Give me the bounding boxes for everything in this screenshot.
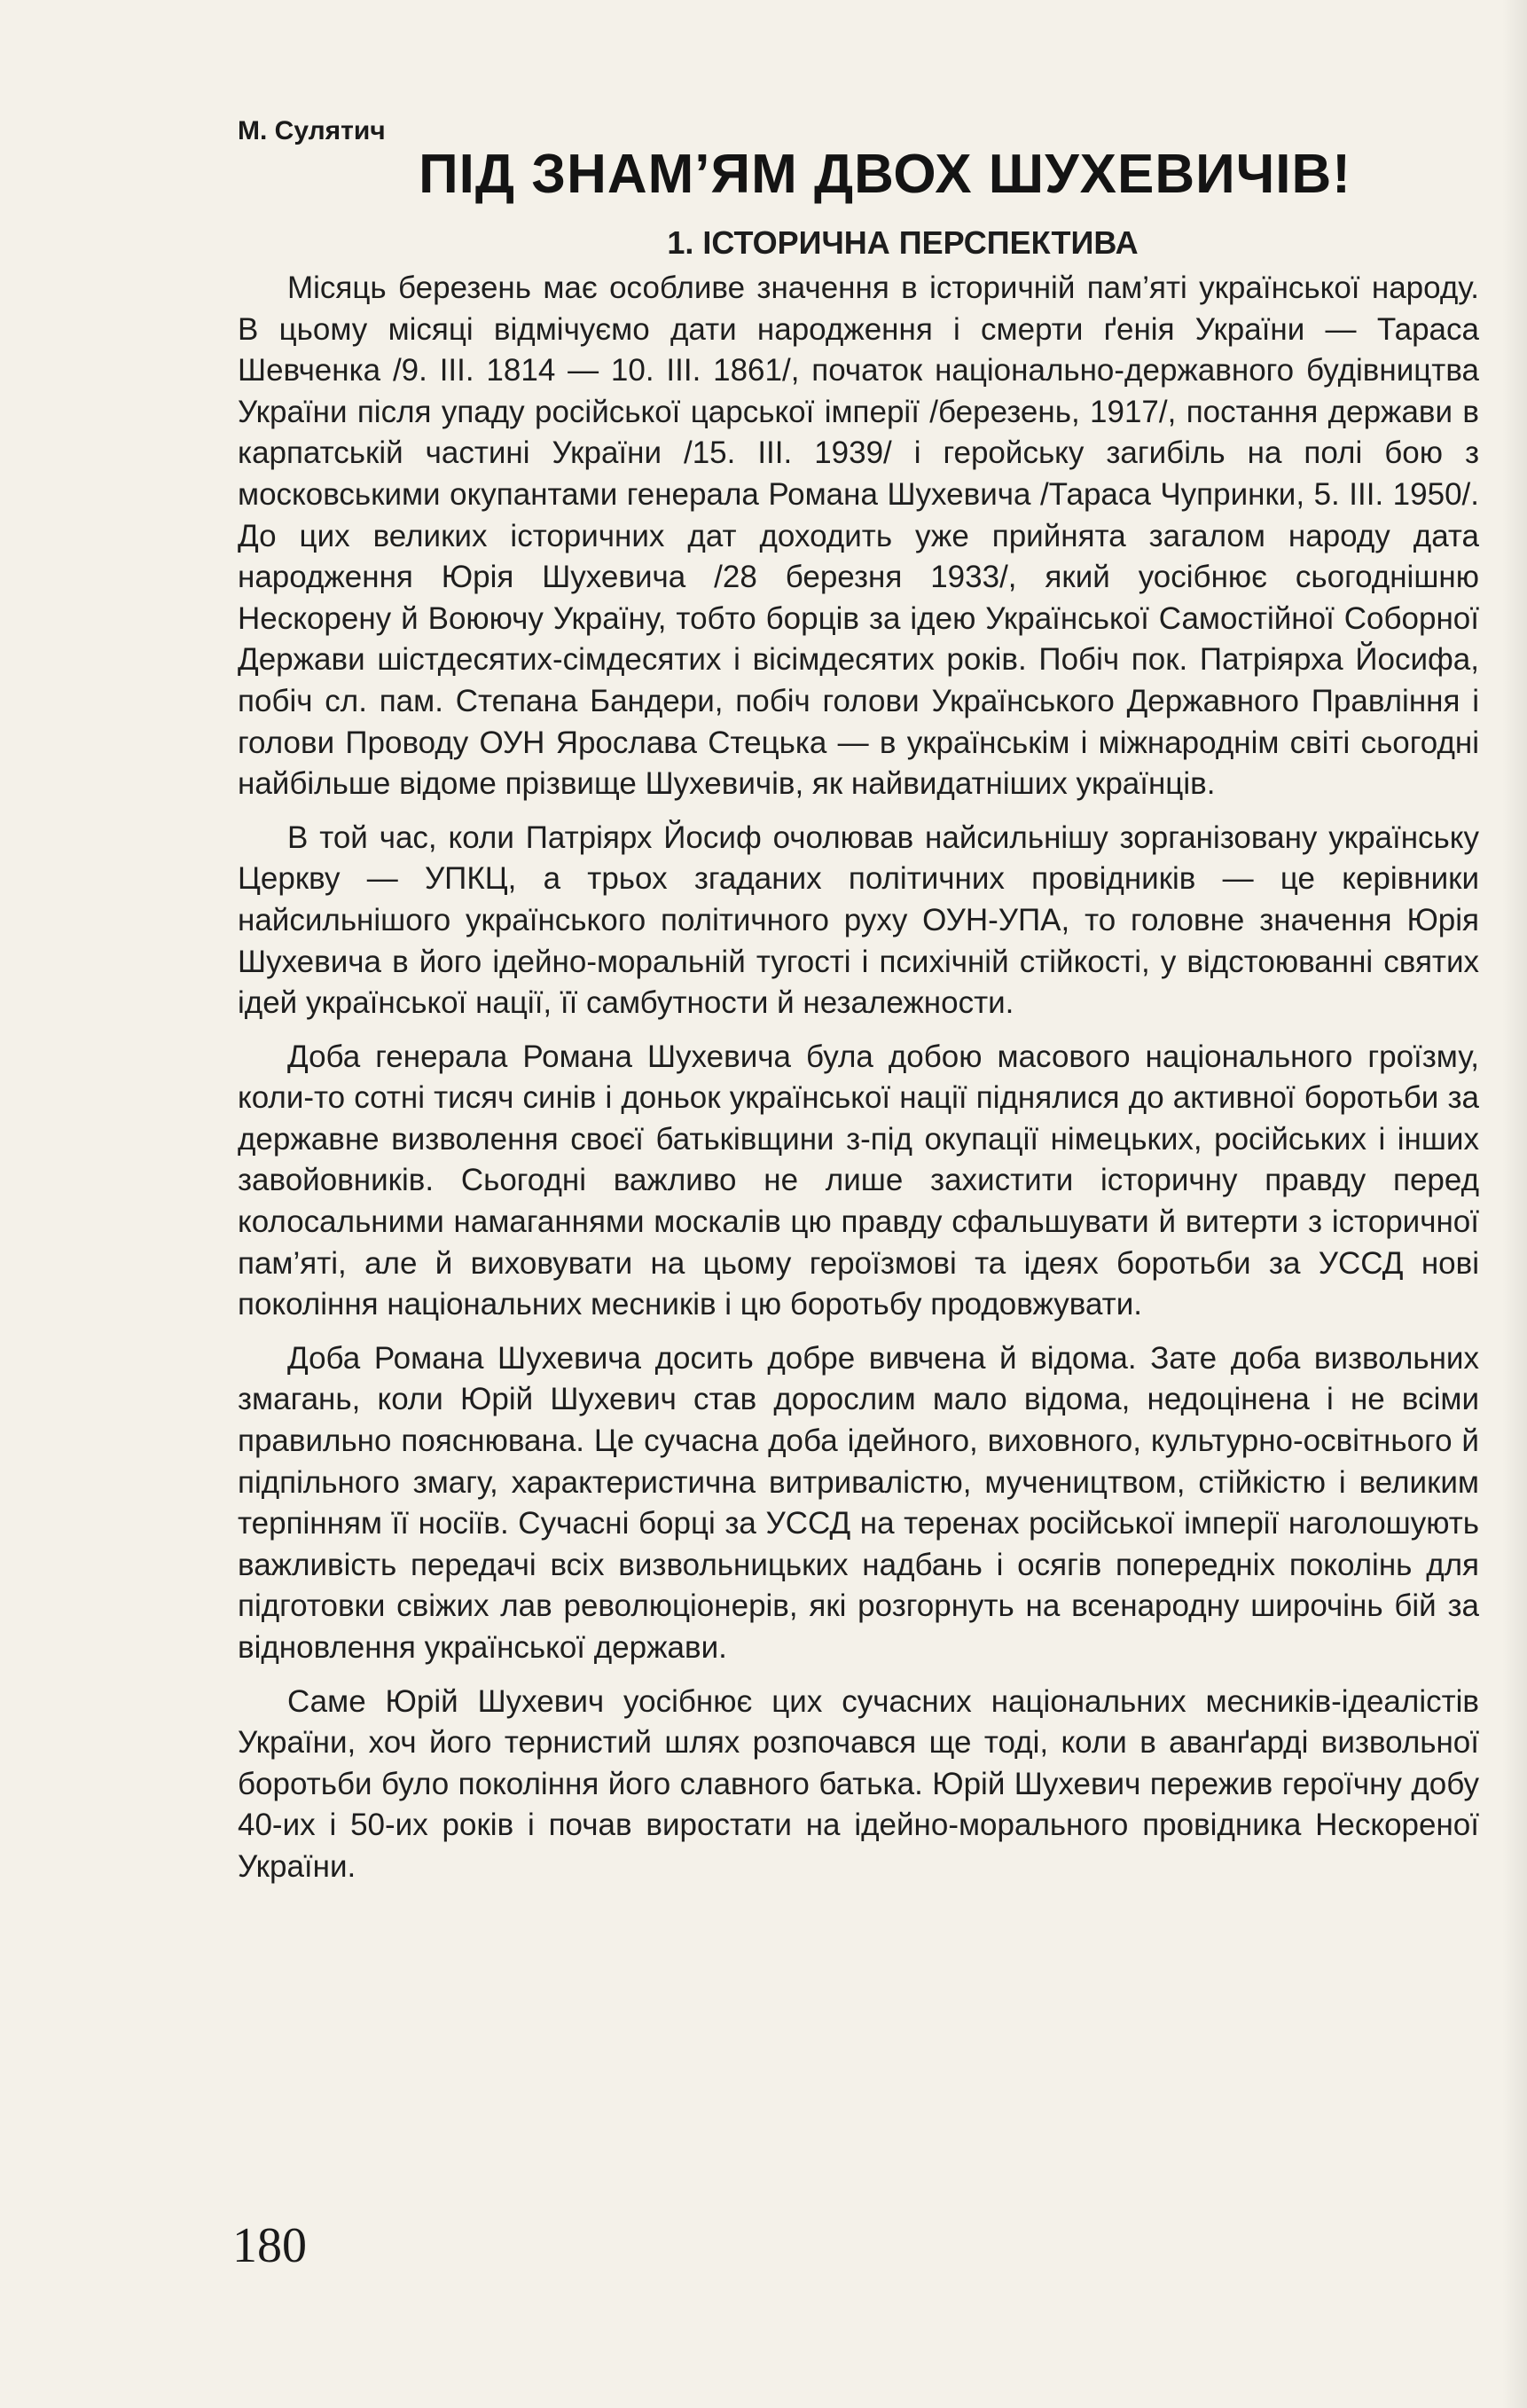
paragraph-3: Доба генерала Романа Шухевича була добою масового національного гроїзму, коли-то сотні тисяч синів і доньок української нації піднялися до активної боротьби за державне визволення своєї батьківщини з-під окупації німецьких, російських і інших завойовників. Сьогодні важливо не лише захистити історичну правду перед колосальними намаганнями москалів цю правду сфальшувати й витерти з історичної пам’яті, але й виховувати на цьому героїзмові та ідеях боротьби за УССД нові покоління національних месників і цю боротьбу продовжувати. bbox=[238, 1039, 1479, 1322]
paragraph-2: В той час, коли Патріярх Йосиф очолював найсильнішу зорганізовану українську Церкву — УПКЦ, а трьох згаданих політичних провідників — це керівники найсильнішого українського політичного руху ОУН-УПА, то головне значення Юрія Шухевича в його ідейно-моральній тугості і психічній стійкості, у відстоюванні святих ідей української нації, її самбутности й незалежности. bbox=[238, 820, 1479, 1021]
page-number: 180 bbox=[232, 2218, 307, 2273]
author-name: М. Сулятич bbox=[238, 116, 386, 145]
paragraph-4: Доба Романа Шухевича досить добре вивчена й відома. Зате доба визвольних змагань, коли Юрій Шухевич став дорослим мало відома, недоцінена і не всіми правильно пояснювана. Це сучасна доба ідейного, виховного, культурно-освітнього й підпільного змагу, характеристична витривалістю, мучеництвом, стійкістю і великим терпінням її носіїв. Сучасні борці за УССД на теренах російської імперії наголошують важливість передачі всіх визвольницьких надбань і осягів попередніх поколінь для підготовки свіжих лав революціонерів, які розгорнуть на всенародну широчінь бій за відновлення української держави. bbox=[238, 1340, 1479, 1665]
paragraph-5: Саме Юрій Шухевич уосібнює цих сучасних національних месників-ідеалістів України, хоч його тернистий шлях розпочався ще тоді, коли в аванґарді визвольної боротьби було покоління його славного батька. Юрій Шухевич пережив героїчну добу 40-их і 50-их років і почав виростати на ідейно-морального провідника Нескореної України. bbox=[238, 1683, 1479, 1884]
paragraph-1: Місяць березень має особливе значення в історичній пам’яті української народу. В цьому місяці відмічуємо дати народження і смерти ґенія України — Тараса Шевченка /9. III. 1814 — 10. III. 1861/, початок національно-державного будівництва України після упаду російської царської імперії /березень, 1917/, постання держави в карпатській частині України /15. III. 1939/ і геройську загибіль на полі бою з московськими окупантами генерала Романа Шухевича /Тараса Чупринки, 5. III. 1950/. До цих великих історичних дат доходить уже прийнята загалом народу дата народження Юрія Шухевича /28 березня 1933/, який уосібнює сьогоднішню Нескорену й Воюючу Україну, тобто борців за ідею Української Самостійної Соборної Держави шістдесятих-сімдесятих і вісімдесятих років. Побіч пок. Патріярха Йосифа, побіч сл. пам. Степана Бандери, побіч голови Українського Державного Правління і голови Проводу ОУН Ярослава Стецька — в українськім і міжнароднім світі сьогодні найбільше відоме прізвище Шухевичів, як найвидатніших українців. bbox=[238, 271, 1479, 802]
section-heading: 1. ІСТОРИЧНА ПЕРСПЕКТИВА bbox=[667, 224, 1139, 261]
article-content bbox=[238, 115, 1479, 1901]
article-title: ПІД ЗНАМ’ЯМ ДВОХ ШУХЕВИЧІВ! bbox=[419, 144, 1351, 205]
